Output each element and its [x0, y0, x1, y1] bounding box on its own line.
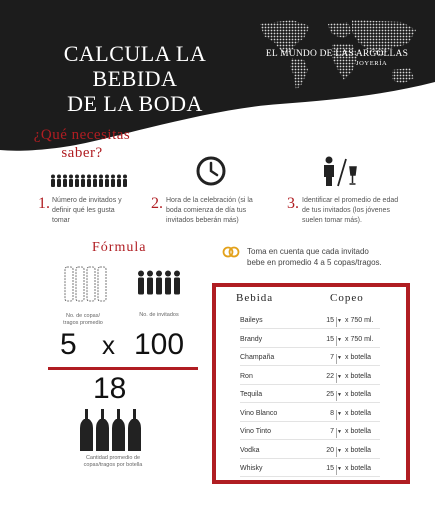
step-2-text: [166, 196, 253, 226]
table-header-drink: Bebida: [236, 292, 274, 304]
drink-count: 7: [330, 428, 334, 435]
needs-title-line-2: saber?: [61, 145, 103, 161]
dropdown-arrow-icon: ▼: [337, 355, 342, 361]
guests-icon: [50, 174, 130, 188]
brand-subtitle: JOYERÍA: [356, 60, 388, 67]
dropdown-arrow-icon: ▼: [337, 336, 342, 343]
drink-count: 15: [326, 335, 334, 343]
drink-name: Champaña: [240, 354, 275, 361]
tip-text: [247, 246, 417, 268]
row-underline: [240, 365, 380, 366]
drink-name: Ron: [240, 372, 253, 380]
step-3-line-1: Identificar el promedio de edad: [302, 197, 399, 204]
formula-operator: x: [102, 330, 115, 360]
drink-name: Brandy: [240, 335, 263, 343]
bottles-caption-line-2: copas/tragos por botella: [83, 462, 143, 468]
drink-count: 7: [330, 354, 334, 361]
rings-icon: [222, 245, 240, 259]
guests-group-icon: [137, 270, 181, 296]
step-1-line-3: tomar: [52, 217, 70, 224]
table-row: [240, 336, 390, 350]
drinker-icon: [322, 155, 362, 187]
step-2-number: 2.: [151, 195, 163, 212]
drink-unit: x 750 ml.: [345, 317, 374, 324]
drink-unit: x botella: [345, 446, 372, 454]
needs-title-line-1: ¿Qué necesitas: [33, 127, 131, 143]
row-underline: [240, 439, 380, 440]
drink-count: 22: [326, 372, 334, 380]
drink-name: Vino Tinto: [240, 428, 272, 435]
table-row: [240, 391, 390, 405]
step-2-line-3: invitados beberán más): [166, 217, 239, 224]
dropdown-arrow-icon: ▼: [337, 392, 342, 398]
drink-name: Vino Blanco: [240, 409, 278, 417]
bottles-caption: [68, 455, 158, 469]
step-2-line-2: boda comienza de día tus: [166, 207, 247, 214]
glasses-caption-line-1: No. de copas/: [66, 313, 100, 319]
step-3-text: [302, 196, 398, 226]
step-1-text: [52, 196, 122, 226]
row-underline: [240, 458, 380, 459]
tip-line-2: bebe en promedio 4 a 5 copas/tragos.: [247, 258, 382, 267]
step-3-line-2: de tus invitados (los jóvenes: [302, 207, 390, 214]
drink-count: 15: [326, 317, 334, 324]
drink-unit: x botella: [345, 465, 372, 472]
row-underline: [240, 476, 380, 477]
step-2-line-1: Hora de la celebración (si la: [166, 197, 253, 204]
glasses-caption: [52, 313, 114, 327]
drink-unit: x botella: [345, 372, 372, 380]
table-header-copeo: Copeo: [330, 292, 364, 304]
drink-unit: x botella: [345, 409, 372, 417]
drink-unit: x 750 ml.: [345, 335, 374, 343]
drink-name: Whisky: [240, 465, 263, 472]
brand-name: EL MUNDO DE LAS ARGOLLAS: [265, 49, 409, 59]
table-row: [240, 410, 390, 424]
bottles-icon: [80, 408, 144, 452]
step-1-line-1: Número de invitados y: [52, 197, 122, 204]
formula-title: Fórmula: [92, 240, 147, 255]
drink-name: Baileys: [240, 317, 263, 324]
row-underline: [240, 421, 380, 422]
row-underline: [240, 347, 380, 348]
guests-caption: [128, 312, 190, 319]
dropdown-arrow-icon: ▼: [337, 318, 342, 324]
row-underline: [240, 402, 380, 403]
drink-name: Vodka: [240, 446, 260, 454]
formula-factor-b: 100: [134, 328, 185, 361]
dropdown-arrow-icon: ▼: [337, 429, 342, 435]
table-row: [240, 428, 390, 442]
drink-count: 20: [326, 446, 334, 454]
step-3-number: 3.: [287, 195, 299, 212]
glasses-caption-line-2: tragos promedio: [63, 320, 103, 326]
dropdown-arrow-icon: ▼: [337, 373, 342, 380]
clock-icon: [195, 155, 227, 187]
page-title: [30, 41, 240, 116]
needs-title: [32, 126, 132, 162]
title-line-1: CALCULA LA BEBIDA: [63, 41, 207, 91]
tip-line-1: Toma en cuenta que cada invitado: [247, 247, 369, 256]
drink-unit: x botella: [345, 391, 372, 398]
guests-caption-line-1: No. de invitados: [139, 312, 179, 318]
table-row: [240, 465, 390, 479]
drink-count: 8: [330, 409, 334, 417]
table-row: [240, 373, 390, 387]
row-underline: [240, 328, 380, 329]
title-line-2: DE LA BODA: [67, 91, 203, 116]
table-row: [240, 447, 390, 461]
step-3-line-3: suelen tomar más).: [302, 217, 362, 224]
formula-divider: [48, 367, 198, 370]
dropdown-arrow-icon: ▼: [337, 410, 342, 417]
dropdown-arrow-icon: ▼: [337, 466, 342, 472]
dropdown-arrow-icon: ▼: [337, 447, 342, 454]
drink-unit: x botella: [345, 354, 372, 361]
bottles-caption-line-1: Cantidad promedio de: [85, 455, 141, 461]
drink-unit: x botella: [345, 428, 372, 435]
table-row: [240, 354, 390, 368]
drink-count: 15: [326, 465, 334, 472]
drink-name: Tequila: [240, 391, 263, 398]
formula-factor-a: 5: [60, 328, 77, 361]
drink-count: 25: [326, 391, 334, 398]
step-1-line-2: definir qué les gusta: [52, 207, 115, 214]
formula-result: 18: [93, 372, 127, 405]
step-1-number: 1.: [38, 195, 50, 212]
row-underline: [240, 384, 380, 385]
glasses-icon: [63, 265, 107, 303]
table-row: [240, 317, 390, 331]
